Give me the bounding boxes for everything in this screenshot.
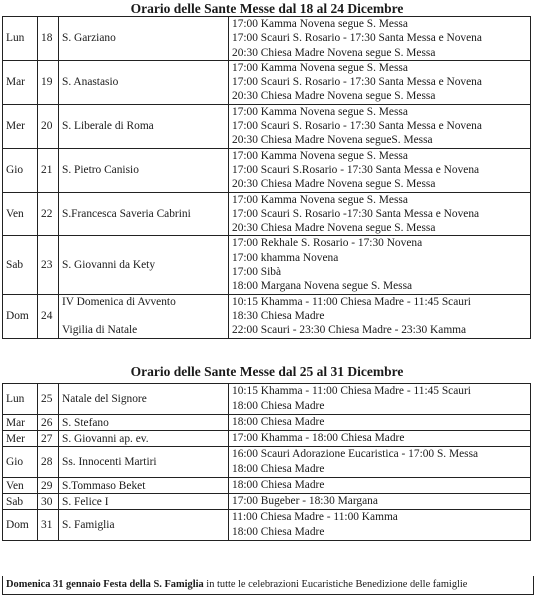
mass-time-line: 18:00 Chiesa Madre: [232, 463, 325, 475]
schedule-row: [3, 236, 531, 294]
date-cell: 20: [38, 104, 59, 148]
schedule-row: [3, 148, 531, 192]
mass-times-cell: [229, 236, 531, 294]
mass-time-line: 17:00 Rekhale S. Rosario - 17:30 Novena: [232, 237, 423, 250]
mass-times-cell: [229, 478, 531, 494]
mass-time-line: 17:00 Scauri S. Rosario - 17:30 Santa Messa e Novena: [232, 120, 482, 133]
mass-time-line: 17:00 Bugeber - 18:30 Margana: [232, 495, 378, 507]
mass-time-line: 18:00 Chiesa Madre: [232, 416, 325, 428]
saint-name: IV Domenica di Avvento: [62, 295, 176, 308]
date-cell: 27: [38, 431, 59, 447]
day-cell: Mar: [3, 415, 38, 431]
date-cell: 18: [38, 17, 59, 61]
saint-cell: S. Anastasio: [59, 60, 229, 104]
mass-time-line: 17:00 Scauri S.Rosario - 17:30 Santa Messa e Novena: [232, 163, 480, 176]
schedule-row: [3, 510, 531, 541]
schedule-row: [3, 294, 531, 338]
mass-times-cell: [229, 192, 531, 236]
day-cell: Gio: [3, 447, 38, 478]
day-cell: Ven: [3, 192, 38, 236]
mass-times-cell: [229, 148, 531, 192]
mass-time-line: 20:30 Chiesa Madre Novena segueS. Messa: [232, 134, 433, 147]
saint-cell: S. Garziano: [59, 17, 229, 61]
date-cell: 23: [38, 236, 59, 294]
mass-times-cell: [229, 294, 531, 338]
section2-title: Orario delle Sante Messe dal 25 al 31 Dicembre: [130, 364, 404, 379]
mass-time-line: 17:00 Kamma Novena segue S. Messa: [232, 18, 408, 30]
mass-time-line: 22:00 Scauri - 23:30 Chiesa Madre - 23:30 Kamma: [232, 324, 467, 337]
day-cell: Sab: [3, 236, 38, 294]
footer-note-bold: Domenica 31 gennaio Festa della S. Famiglia: [6, 579, 204, 590]
mass-time-line: 18:00 Chiesa Madre: [232, 479, 325, 491]
mass-time-line: 16:00 Scauri Adorazione Eucaristica - 17:00 S. Messa: [232, 448, 479, 460]
day-cell: Gio: [3, 148, 38, 192]
saint-cell: S. Giovanni ap. ev.: [59, 431, 229, 447]
mass-time-line: 18:00 Chiesa Madre: [232, 400, 325, 412]
saint-cell: S. Famiglia: [59, 510, 229, 541]
mass-time-line: 18:00 Margana Novena segue S. Messa: [232, 280, 413, 293]
mass-time-line: 18:30 Chiesa Madre: [232, 309, 325, 322]
day-cell: Lun: [3, 384, 38, 415]
mass-time-line: 17:00 Kamma Novena segue S. Messa: [232, 193, 408, 206]
schedule-table-18-24: [2, 16, 531, 339]
saint-name-secondary: Vigilia di Natale: [62, 323, 138, 336]
mass-times-cell: [229, 494, 531, 510]
day-cell: Ven: [3, 478, 38, 494]
day-cell: Dom: [3, 294, 38, 338]
footer-note: [2, 576, 534, 595]
mass-time-line: 20:30 Chiesa Madre Novena segue S. Messa: [232, 90, 436, 103]
saint-cell: [59, 294, 229, 338]
schedule-row: [3, 478, 531, 494]
mass-times-cell: [229, 17, 531, 61]
date-cell: 25: [38, 384, 59, 415]
footer-note-rest: in tutte le celebrazioni Eucaristiche Benedizione delle famiglie: [203, 579, 468, 590]
date-cell: 28: [38, 447, 59, 478]
mass-times-cell: [229, 104, 531, 148]
mass-time-line: 17:00 Khamma - 18:00 Chiesa Madre: [232, 432, 405, 444]
date-cell: 21: [38, 148, 59, 192]
day-cell: Mer: [3, 431, 38, 447]
mass-time-line: 18:00 Chiesa Madre: [232, 526, 325, 538]
date-cell: 24: [38, 294, 59, 338]
saint-cell: S. Giovanni da Kety: [59, 236, 229, 294]
mass-time-line: 17:00 Kamma Novena segue S. Messa: [232, 105, 408, 118]
schedule-row: [3, 192, 531, 236]
day-cell: Dom: [3, 510, 38, 541]
mass-time-line: 17:00 Kamma Novena segue S. Messa: [232, 61, 408, 74]
mass-time-line: 17:00 Scauri S. Rosario - 17:30 Santa Messa e Novena: [232, 76, 482, 89]
saint-cell: S. Stefano: [59, 415, 229, 431]
saint-cell: S.Francesca Saveria Cabrini: [59, 192, 229, 236]
day-cell: Lun: [3, 17, 38, 61]
schedule-row: [3, 60, 531, 104]
mass-time-line: 17:00 Sibà: [232, 266, 282, 279]
date-cell: 31: [38, 510, 59, 541]
mass-time-line: 17:00 Scauri S. Rosario -17:30 Santa Messa e Novena: [232, 207, 480, 220]
mass-time-line: 17:00 Kamma Novena segue S. Messa: [232, 149, 408, 162]
schedule-row: [3, 494, 531, 510]
day-cell: Mar: [3, 60, 38, 104]
saint-cell: S. Pietro Canisio: [59, 148, 229, 192]
schedule-row: [3, 384, 531, 415]
schedule-row: [3, 415, 531, 431]
schedule-table-25-31: [2, 383, 531, 541]
mass-time-line: 20:30 Chiesa Madre Novena segue S. Messa: [232, 46, 436, 59]
schedule-row: [3, 104, 531, 148]
day-cell: Mer: [3, 104, 38, 148]
saint-cell: S. Felice I: [59, 494, 229, 510]
saint-cell: Ss. Innocenti Martiri: [59, 447, 229, 478]
schedule-row: [3, 17, 531, 61]
schedule-row: [3, 447, 531, 478]
mass-time-line: 11:00 Chiesa Madre - 11:00 Kamma: [232, 511, 398, 523]
mass-time-line: 20:30 Chiesa Madre Novena segue S. Messa: [232, 178, 436, 191]
mass-time-line: 20:30 Chiesa Madre Novena segue S. Messa: [232, 222, 436, 235]
mass-times-cell: [229, 415, 531, 431]
schedule-row: [3, 431, 531, 447]
mass-times-cell: [229, 384, 531, 415]
date-cell: 19: [38, 60, 59, 104]
saint-cell: S.Tommaso Beket: [59, 478, 229, 494]
mass-time-line: 17:00 khamma Novena: [232, 251, 339, 264]
mass-times-cell: [229, 60, 531, 104]
day-cell: Sab: [3, 494, 38, 510]
mass-times-cell: [229, 431, 531, 447]
date-cell: 30: [38, 494, 59, 510]
mass-time-line: 10:15 Khamma - 11:00 Chiesa Madre - 11:45 Scauri: [232, 385, 471, 397]
date-cell: 22: [38, 192, 59, 236]
saint-cell: S. Liberale di Roma: [59, 104, 229, 148]
date-cell: 26: [38, 415, 59, 431]
date-cell: 29: [38, 478, 59, 494]
section1-title: Orario delle Sante Messe dal 18 al 24 Dicembre: [130, 1, 404, 16]
saint-cell: Natale del Signore: [59, 384, 229, 415]
mass-time-line: 10:15 Khamma - 11:00 Chiesa Madre - 11:45 Scauri: [232, 295, 471, 308]
mass-times-cell: [229, 447, 531, 478]
mass-times-cell: [229, 510, 531, 541]
mass-time-line: 17:00 Scauri S. Rosario - 17:30 Santa Messa e Novena: [232, 32, 482, 45]
